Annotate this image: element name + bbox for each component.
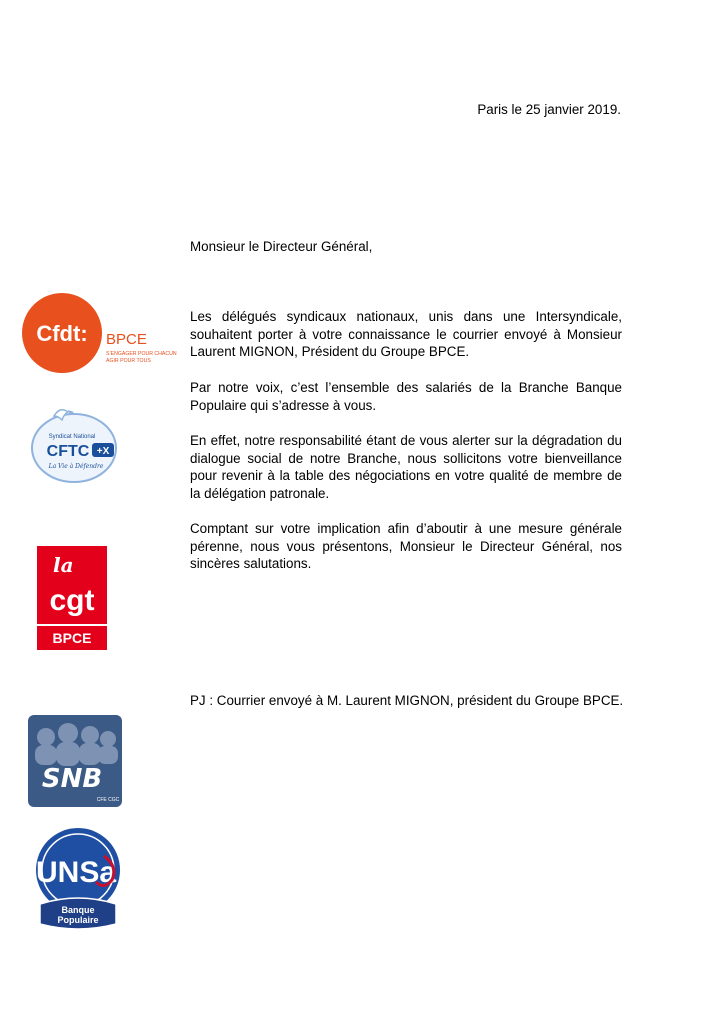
- svg-text:AGIR POUR TOUS: AGIR POUR TOUS: [106, 358, 151, 364]
- svg-text:BPCE: BPCE: [106, 331, 147, 348]
- cftc-logo: [28, 402, 124, 484]
- svg-text:Populaire: Populaire: [57, 915, 99, 925]
- svg-text:Cfdt:: Cfdt:: [36, 321, 88, 346]
- svg-text:SNB: SNB: [41, 764, 103, 794]
- svg-text:S’ENGAGER POUR CHACUN: S’ENGAGER POUR CHACUN: [106, 351, 177, 357]
- paragraph-3: En effet, notre responsabilité étant de vous alerter sur la dégradation du dialogue social de notre Branche, nous sollicitons votre bienveillance pour revenir à la table des négociations en votre qualité de membre de la délégation patronale.: [190, 433, 622, 501]
- paragraph-1: Les délégués syndicaux nationaux, unis dans une Intersyndicale, souhaitent porter à votre connaissance le courrier envoyé à Monsieur Laurent MIGNON, Président du Groupe BPCE.: [190, 309, 622, 359]
- svg-text:CFTC: CFTC: [46, 443, 90, 460]
- svg-text:+X: +X: [96, 446, 110, 457]
- svg-text:cgt: cgt: [49, 584, 95, 617]
- unsa-logo: [34, 826, 126, 934]
- svg-text:la: la: [53, 553, 74, 577]
- svg-text:BPCE: BPCE: [52, 630, 92, 646]
- svg-text:Syndicat National: Syndicat National: [48, 434, 96, 440]
- paragraph-2: Par notre voix, c’est l’ensemble des salariés de la Branche Banque Populaire qui s’adresse à vous.: [190, 380, 622, 413]
- svg-text:CFE CGC: CFE CGC: [96, 797, 120, 803]
- letter-date: Paris le 25 janvier 2019.: [477, 102, 621, 117]
- salutation: Monsieur le Directeur Général,: [190, 239, 373, 254]
- cgt-logo: [37, 546, 107, 650]
- attachment-note: PJ : Courrier envoyé à M. Laurent MIGNON, président du Groupe BPCE.: [190, 693, 624, 708]
- snb-logo: [28, 715, 122, 807]
- svg-text:UNSa: UNSa: [35, 856, 117, 889]
- cfdt-logo: [22, 292, 182, 374]
- svg-text:Banque: Banque: [61, 905, 95, 915]
- paragraph-4: Comptant sur votre implication afin d’aboutir à une mesure générale pérenne, nous vous présentons, Monsieur le Directeur Général, nos sincères salutations.: [190, 521, 622, 571]
- svg-text:La Vie à Défendre: La Vie à Défendre: [48, 463, 104, 470]
